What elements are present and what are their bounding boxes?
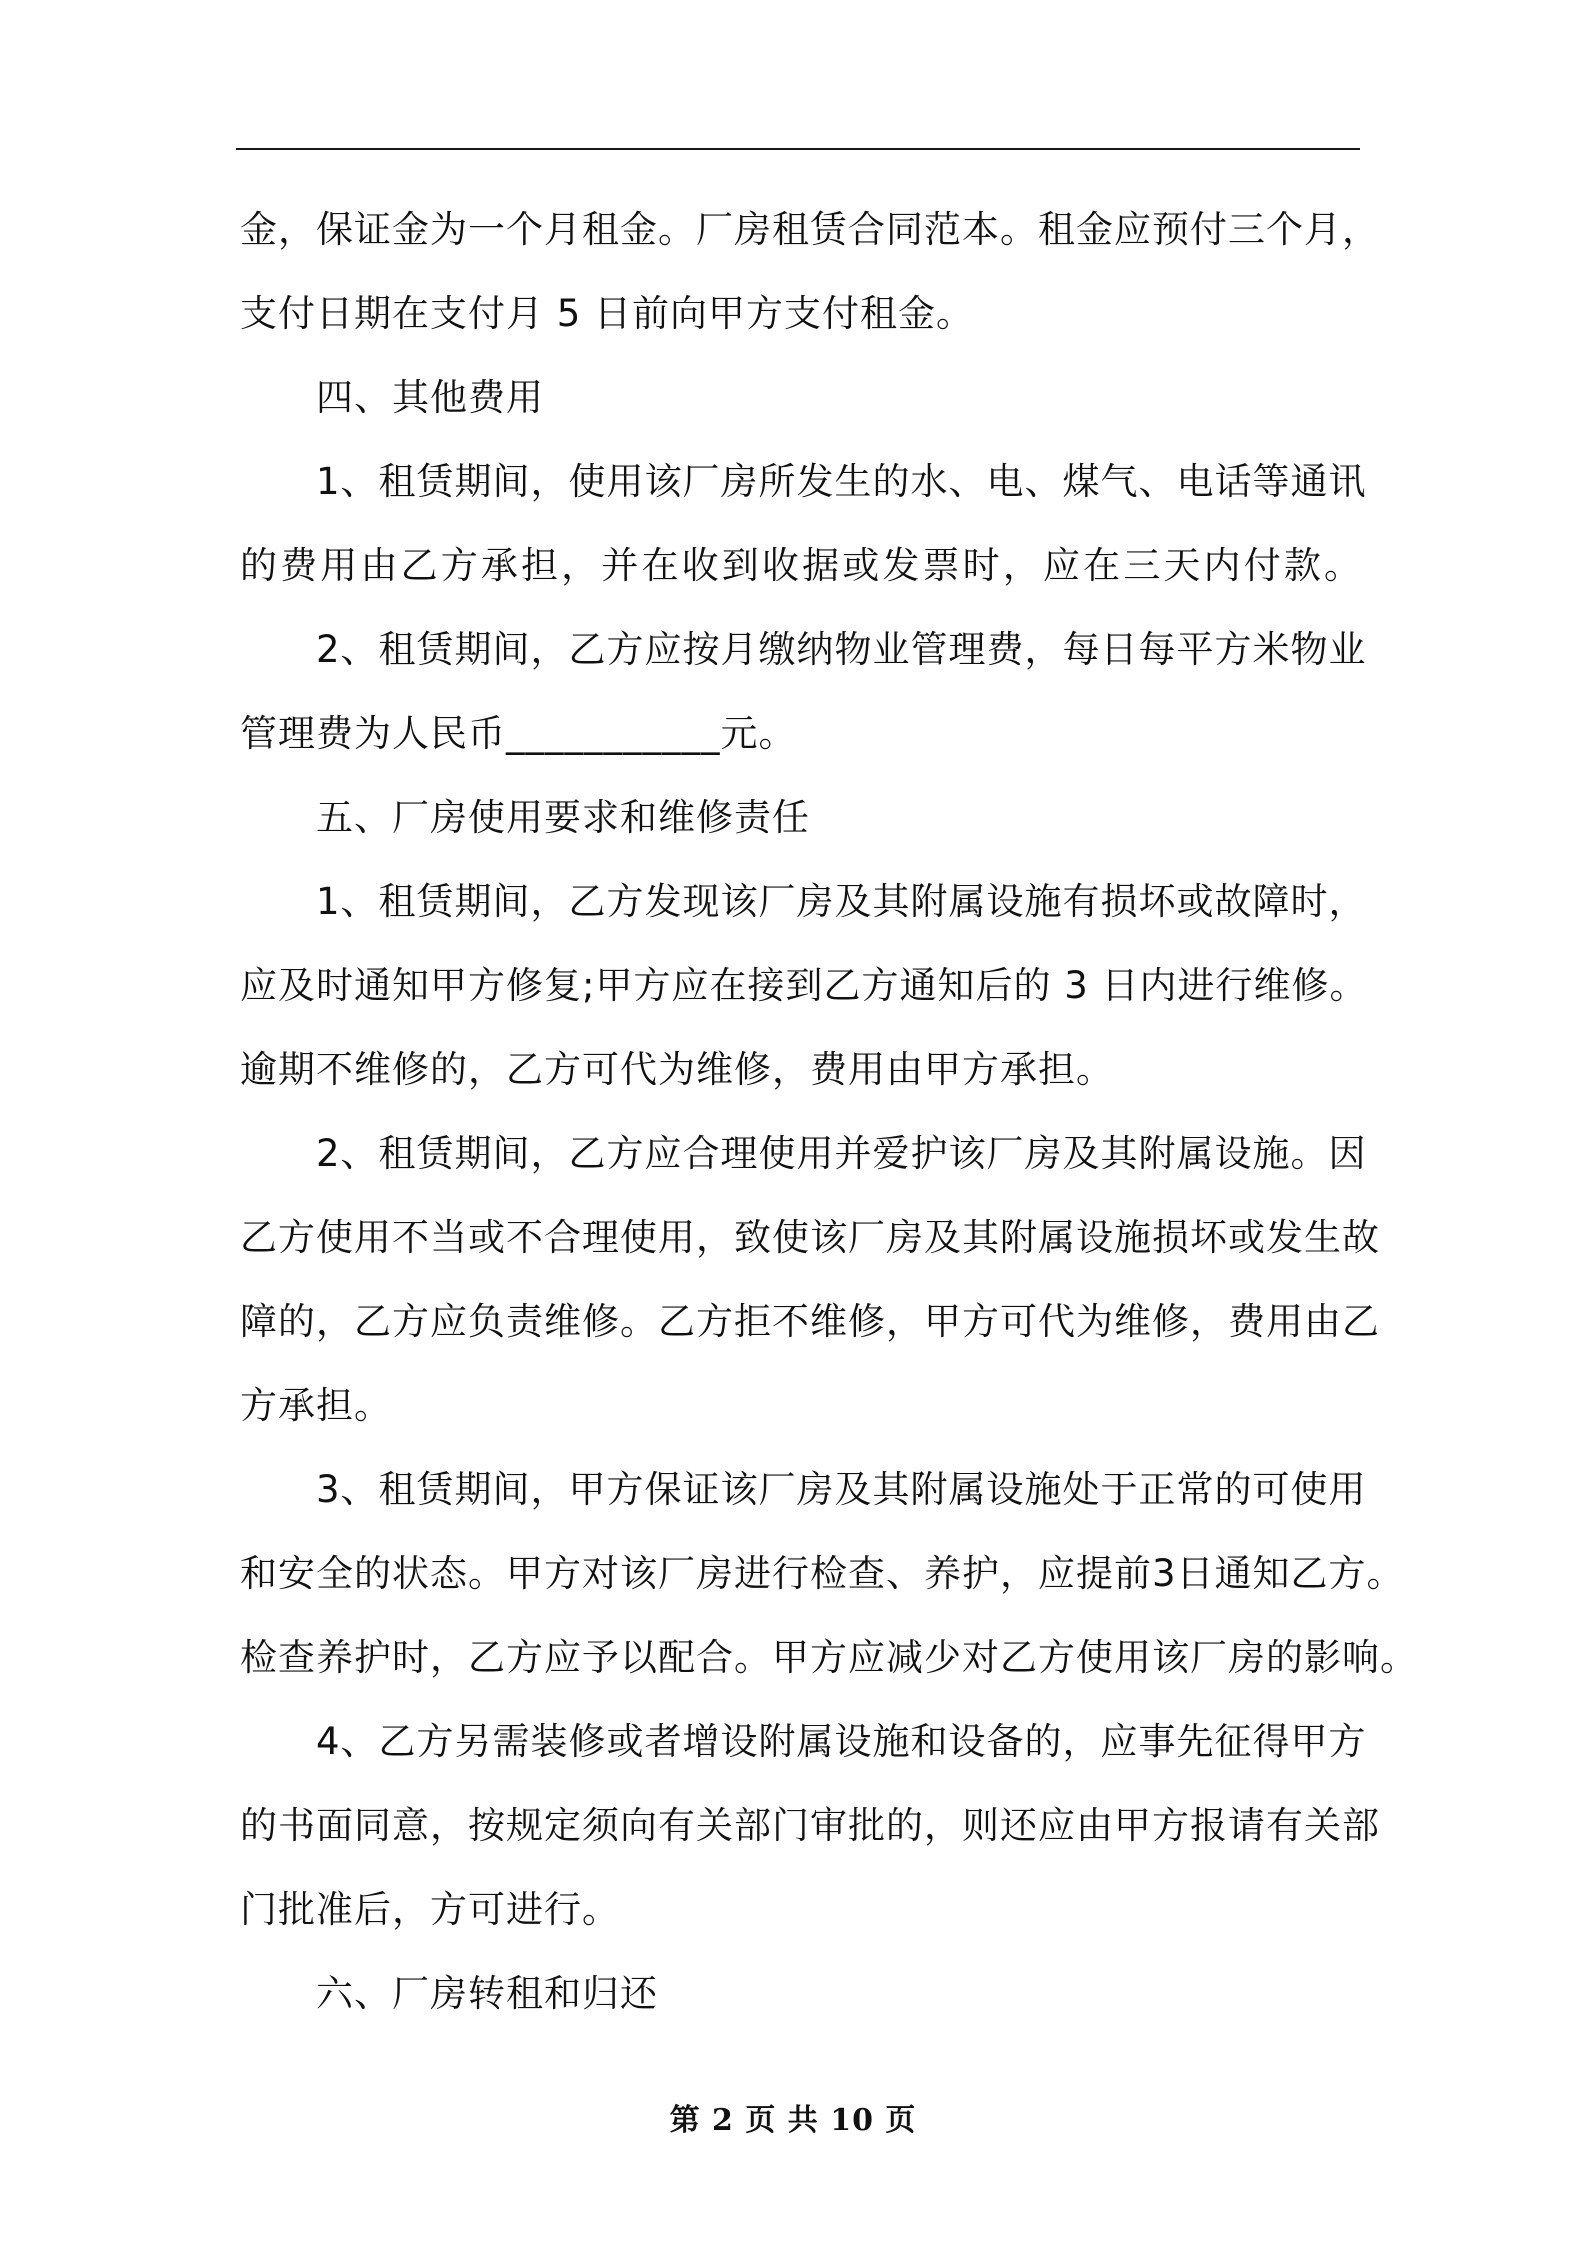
section-heading: 四、其他费用 [316,376,544,419]
text-line: 应及时通知甲方修复;甲方应在接到乙方通知后的 3 日内进行维修。 [240,964,1368,1007]
text-line: 方承担。 [240,1384,392,1427]
text-line: 1、租赁期间，使用该厂房所发生的水、电、煤气、电话等通讯 [316,460,1367,503]
text-line: 和安全的状态。甲方对该厂房进行检查、养护，应提前3日通知乙方。 [240,1552,1405,1595]
text-line: 乙方使用不当或不合理使用，致使该厂房及其附属设施损坏或发生故 [240,1216,1380,1259]
text-line: 的书面同意，按规定须向有关部门审批的，则还应由甲方报请有关部 [240,1804,1380,1847]
page-number: 第 2 页 共 10 页 [669,2103,917,2138]
text-line: 1、租赁期间，乙方发现该厂房及其附属设施有损坏或故障时， [316,880,1367,923]
text-line: 3、租赁期间，甲方保证该厂房及其附属设施处于正常的可使用 [316,1468,1367,1511]
text-line: 支付日期在支付月 5 日前向甲方支付租金。 [240,292,975,335]
text-line: 金，保证金为一个月租金。厂房租赁合同范本。租金应预付三个月， [240,208,1380,251]
text-line: 门批准后，方可进行。 [240,1888,620,1931]
text-line: 的费用由乙方承担，并在收到收据或发票时，应在三天内付款。 [240,544,1362,587]
text-line: 障的，乙方应负责维修。乙方拒不维修，甲方可代为维修，费用由乙 [240,1300,1380,1343]
text-line: 4、乙方另需装修或者增设附属设施和设备的，应事先征得甲方 [316,1720,1367,1763]
text-line: 2、租赁期间，乙方应合理使用并爱护该厂房及其附属设施。因 [316,1132,1367,1175]
text-line: 2、租赁期间，乙方应按月缴纳物业管理费，每日每平方米物业 [316,628,1367,671]
header-rule [236,148,1360,150]
text-line: 管理费为人民币___________元。 [240,712,797,755]
text-line: 逾期不维修的，乙方可代为维修，费用由甲方承担。 [240,1048,1114,1091]
section-heading: 五、厂房使用要求和维修责任 [316,796,810,839]
text-line: 检查养护时，乙方应予以配合。甲方应减少对乙方使用该厂房的影响。 [240,1636,1418,1679]
section-heading: 六、厂房转租和归还 [316,1972,658,2015]
